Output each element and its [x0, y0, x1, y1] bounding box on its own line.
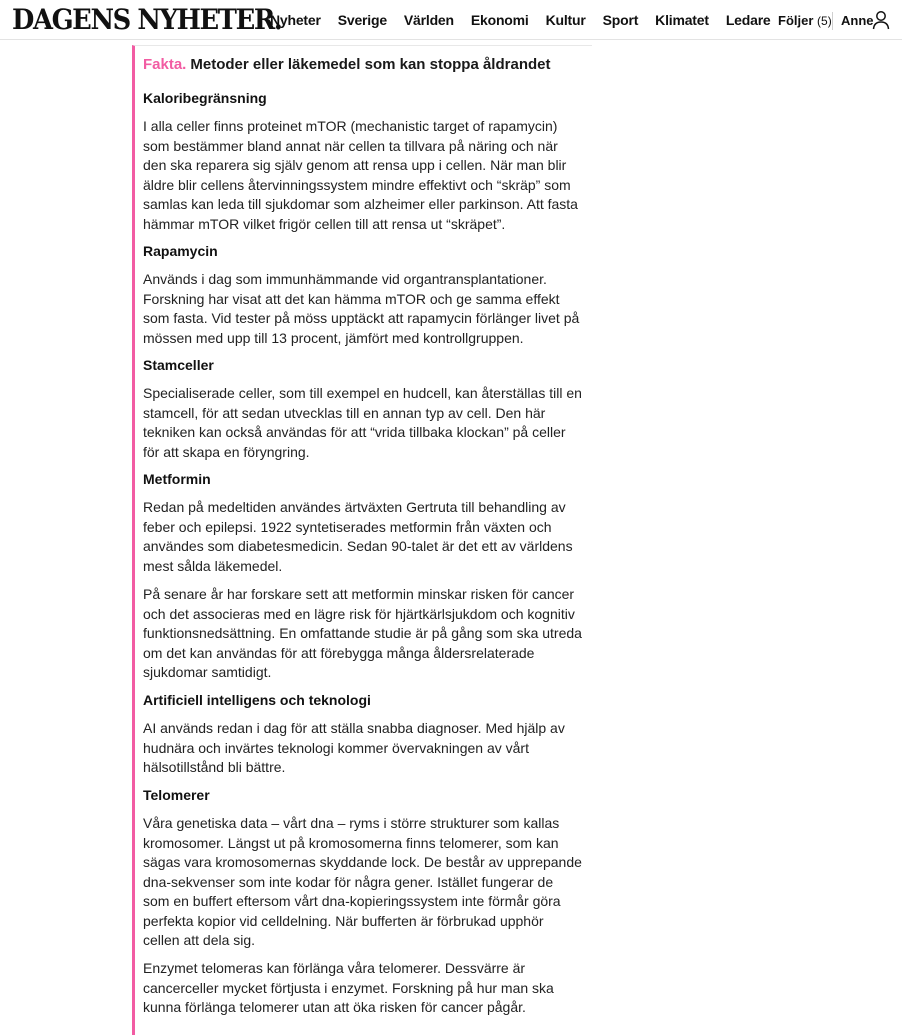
section-paragraph: Redan på medeltiden användes ärtväxten Gertruta till behandling av feber och epilepsi. 1922 syntetiserades metformin från växten och användes som diabetesmedicin. Sedan 90-talet är det ett av världens mest sålda läkemedel. [143, 499, 573, 574]
section-heading-ai: Artificiell intelligens och teknologi [143, 692, 371, 708]
section-paragraph: Specialiserade celler, som till exempel en hudcell, kan återställas till en stamcell, för att sedan utvecklas till en annan typ av cell. Den här tekniken kan också användas för att “vrida tillbaka klockan” på celler för att skapa en föryngring. [143, 385, 582, 460]
site-header [0, 0, 902, 40]
nav-item-klimatet[interactable]: Klimatet [655, 12, 709, 28]
main-nav [270, 12, 771, 32]
header-divider [832, 12, 833, 30]
following-count: (5) [817, 14, 832, 28]
fact-label: Fakta. [143, 56, 187, 73]
nav-item-kultur[interactable]: Kultur [545, 12, 586, 28]
section-paragraph: På senare år har forskare sett att metformin minskar risken för cancer och det associeras med en lägre risk för hjärtkärlsjukdom och kognitiv funktionsnedsättning. En omfattande studie är på gång som ska utreda om det kan användas för att förebygga många åldersrelaterade sjukdomar samtidigt. [143, 586, 582, 680]
person-icon[interactable] [872, 10, 890, 30]
section-heading-rapamycin: Rapamycin [143, 243, 218, 259]
section-paragraph: Används i dag som immunhämmande vid organtransplantationer. Forskning har visat att det kan hämma mTOR och ge samma effekt som fasta. Vid tester på möss upptäckt att rapamycin förlänger livet på mössen med upp till 13 procent, jämfört med kontrollgruppen. [143, 271, 580, 346]
site-logo[interactable]: DAGENS NYHETER. [12, 3, 282, 36]
nav-item-ekonomi[interactable]: Ekonomi [470, 12, 529, 28]
nav-item-nyheter[interactable]: Nyheter [270, 12, 321, 28]
section-paragraph: AI används redan i dag för att ställa snabba diagnoser. Med hjälp av hudnära och invärtes teknologi kommer övervakningen av vårt hälsotillstånd bli bättre. [143, 720, 565, 775]
section-heading-telomerer: Telomerer [143, 787, 210, 803]
fact-box [132, 45, 592, 1035]
section-paragraph: Enzymet telomeras kan förlänga våra telomerer. Dessvärre är cancerceller mycket förtjusta i enzymet. Forskning på hur man ska kunna förlänga telomerer utan att öka risken för cancer pågår. [143, 960, 554, 1015]
fact-title [143, 56, 550, 73]
following-label: Följer [778, 13, 814, 28]
section-paragraph: Våra genetiska data – vårt dna – ryms i större strukturer som kallas kromosomer. Längst ut på kromosomerna finns telomerer, som kan sägas vara kromosomernas skyddande lock. De består av upprepande dna-sekvenser som inte kodar för några gener. Istället fungerar de som en buffert eftersom vårt dna-kopieringssystem inte förmår göra perfekta kopior vid celldelning. När bufferten är förbrukad upphör cellen att dela sig. [143, 815, 582, 948]
section-heading-kaloribegransning: Kaloribegränsning [143, 90, 267, 106]
fact-title-text: Metoder eller läkemedel som kan stoppa åldrandet [190, 56, 551, 73]
section-heading-metformin: Metformin [143, 471, 211, 487]
nav-item-sport[interactable]: Sport [602, 12, 639, 28]
section-heading-stamceller: Stamceller [143, 357, 214, 373]
section-paragraph: I alla celler finns proteinet mTOR (mechanistic target of rapamycin) som bestämmer bland annat när cellen ta tillvara på näring och när den ska reparera sig själv genom att rensa upp i cellen. När man blir äldre blir cellens återvinningssystem mindre effektivt och “skräp” som samlas kan leda till sjukdomar som alzheimer eller parkinson. Att fasta hämmar mTOR vilket frigör cellen till att rensa ut “skräpet”. [143, 118, 578, 232]
user-name[interactable]: Anne [841, 13, 874, 28]
nav-item-sverige[interactable]: Sverige [337, 12, 387, 28]
nav-item-varlden[interactable]: Världen [403, 12, 454, 28]
following-button[interactable] [778, 13, 832, 28]
nav-item-ledare[interactable]: Ledare [725, 12, 771, 28]
